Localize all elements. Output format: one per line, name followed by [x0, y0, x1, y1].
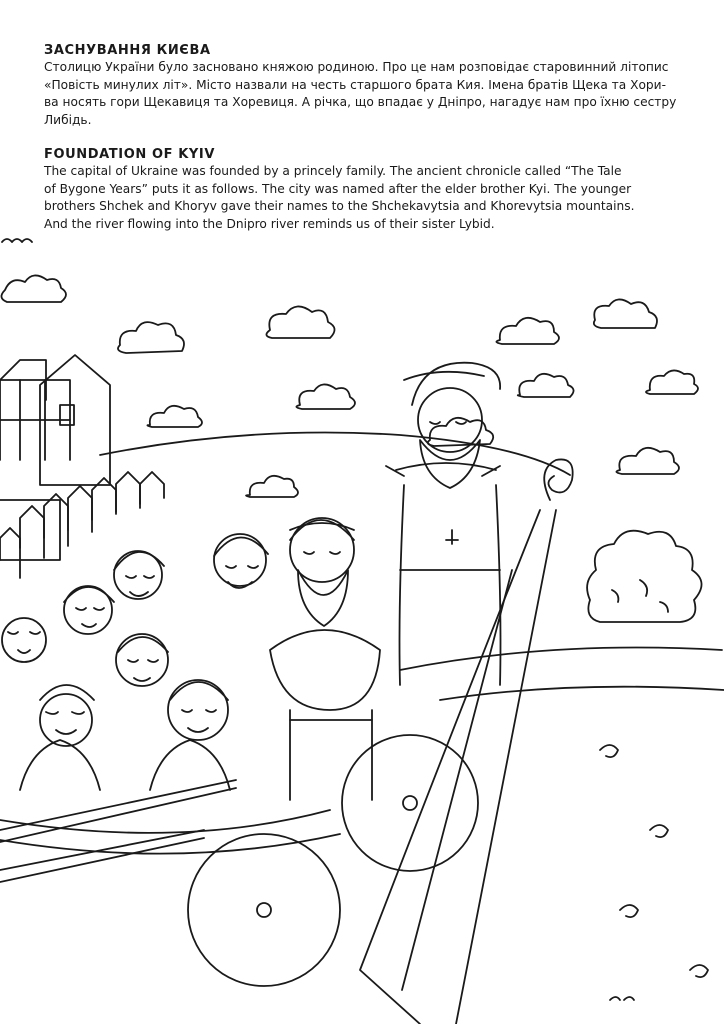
ukrainian-line: ва носять гори Щекавиця та Хоревиця. А річка, що впадає у Дніпро, нагадує нам про їхню сестру — [44, 95, 677, 109]
figure-prince — [270, 518, 380, 800]
ukrainian-paragraph — [44, 59, 694, 129]
crowd — [2, 534, 268, 790]
longboat — [0, 459, 573, 1024]
birds — [2, 239, 32, 242]
shields — [188, 735, 478, 986]
english-line: of Bygone Years” puts it as follows. The city was named after the elder brother Kyi. The younger — [44, 181, 632, 196]
english-line: The capital of Ukraine was founded by a princely family. The ancient chronicle called “The Tale — [44, 164, 622, 178]
palisade-fence — [0, 472, 164, 578]
town — [0, 355, 110, 560]
ukrainian-heading: ЗАСНУВАННЯ КИЄВА — [44, 43, 211, 58]
ukrainian-line: «Повість минулих літ». Місто назвали на честь старшого брата Кия. Імена братів Щека та Хори- — [44, 77, 666, 92]
ukrainian-line: Столицю України було засновано княжою родиною. Про це нам розповідає старовинний літопис — [44, 60, 669, 74]
ukrainian-text-block — [44, 42, 694, 129]
coloring-illustration — [0, 230, 724, 1024]
figure-kyi — [386, 363, 501, 685]
english-heading: FOUNDATION OF KYIV — [44, 147, 216, 162]
english-paragraph — [44, 163, 694, 233]
ukrainian-line: Либідь. — [44, 112, 92, 127]
english-text-block — [44, 146, 694, 233]
bushes — [587, 531, 701, 622]
clouds — [1, 275, 698, 497]
english-line: brothers Shchek and Khoryv gave their names to the Shchekavytsia and Khorevytsia mountains. — [44, 199, 635, 213]
english-line: And the river flowing into the Dnipro river reminds us of their sister Lybid. — [44, 216, 495, 231]
hills — [100, 433, 724, 701]
decorative-swirls — [600, 745, 708, 1000]
